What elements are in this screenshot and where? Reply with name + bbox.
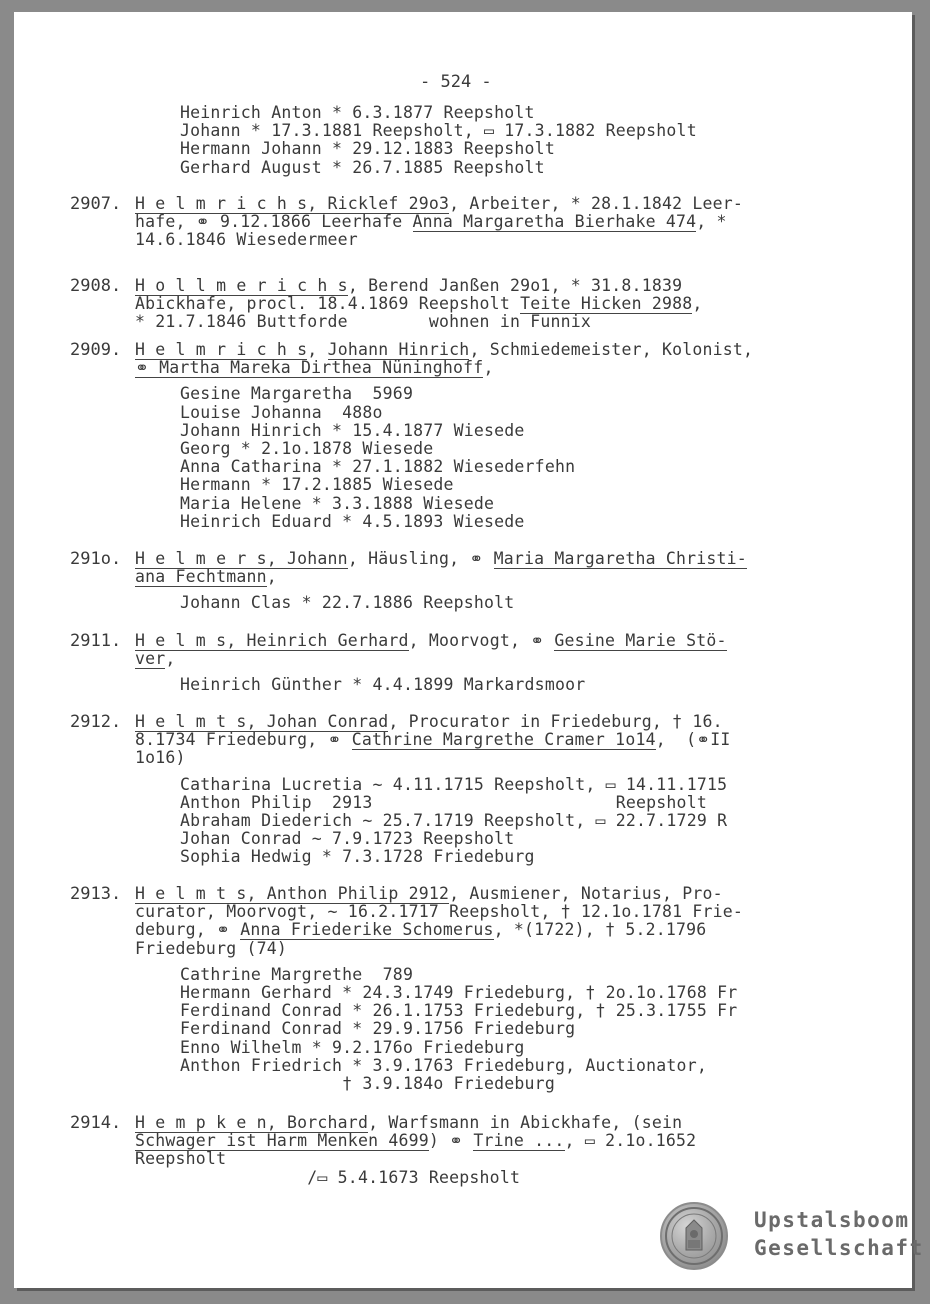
child-line: Anthon Philip 2913 Reepsholt: [180, 792, 707, 812]
entry-text: Friedeburg (74): [135, 938, 288, 958]
document-content: [14, 12, 912, 1288]
entry-text: 14.6.1846 Wiesedermeer: [135, 230, 358, 250]
document-page: [14, 12, 924, 1288]
entry-line: [135, 213, 727, 231]
underlined-text: Schwager ist Harm Menken 4699: [135, 1131, 429, 1151]
entry-line: [135, 231, 358, 249]
entry-text: 1o16): [135, 748, 186, 768]
underlined-text: Cathrine Margrethe Cramer 1o14: [351, 730, 656, 750]
child-line: Sophia Hedwig * 7.3.1728 Friedeburg: [180, 847, 535, 867]
child-line: † 3.9.184o Friedeburg: [180, 1074, 555, 1093]
entry-line: [135, 1150, 226, 1168]
underlined-text: ver: [135, 649, 166, 669]
entry-text: , (⚭II: [655, 730, 731, 750]
entry-text: ,: [307, 340, 328, 359]
child-line: Hermann Gerhard * 24.3.1749 Friedeburg, † 2o.1o.1768 Fr: [180, 983, 738, 1002]
entry-line: [135, 940, 287, 958]
entry-text: ,: [483, 358, 494, 378]
entry-text: , *(1722), † 5.2.1796: [493, 920, 707, 940]
entry-text: , *: [696, 212, 727, 232]
child-line: Anna Catharina * 27.1.1882 Wiesederfehn: [180, 457, 576, 477]
underlined-text: ⚭ Martha Mareka Dirthea Nüninghoff: [135, 358, 484, 378]
child-line: Maria Helene * 3.3.1888 Wiesede: [180, 493, 495, 513]
entry-number: 2908.: [70, 276, 122, 296]
entry-text: hafe, ⚭ 9.12.1866 Leerhafe: [135, 212, 413, 232]
entry-text: 8.1734 Friedeburg, ⚭: [135, 730, 352, 750]
underlined-text: H e m p k e n, Borchard: [135, 1113, 369, 1132]
entry-text: ) ⚭: [428, 1131, 474, 1151]
entry-line: [135, 195, 743, 213]
entry-number: 2907.: [70, 194, 122, 214]
entry-text: , Arbeiter, * 28.1.1842 Leer-: [449, 194, 744, 213]
entry-line: [135, 1114, 682, 1132]
child-line: Hermann * 17.2.1885 Wiesede: [180, 475, 454, 495]
society-logo: [654, 1190, 924, 1276]
entry-line: [135, 903, 743, 921]
entry-text: , Procurator in Friedeburg, † 16.: [388, 712, 723, 731]
logo-text-line2: Gesellschaft: [754, 1236, 924, 1260]
underlined-text: H e l m t s, Anthon Philip 2912: [135, 884, 450, 903]
child-line: Cathrine Margrethe 789: [180, 964, 414, 984]
underlined-text: H e l m r i c h s: [135, 340, 308, 359]
underlined-text: Anna Friederike Schomerus: [240, 920, 494, 940]
underlined-text: ana Fechtmann: [135, 567, 267, 587]
child-line: Ferdinand Conrad * 29.9.1756 Friedeburg: [180, 1019, 576, 1039]
entry-text: curator, Moorvogt, ~ 16.2.1717 Reepsholt, † 12.1o.1781 Frie-: [135, 902, 744, 922]
entry-text: ,: [692, 294, 703, 314]
entry-number: 2912.: [70, 712, 122, 732]
child-line: Gesine Margaretha 5969: [180, 384, 414, 404]
entry-text: ,: [165, 649, 176, 669]
underlined-text: Teite Hicken 2988: [520, 294, 693, 314]
entry-line: [135, 341, 753, 359]
child-line: Anthon Friedrich * 3.9.1763 Friedeburg, Auctionator,: [180, 1055, 707, 1075]
page-number: - 524 -: [420, 72, 492, 92]
child-line: Hermann Johann * 29.12.1883 Reepsholt: [180, 139, 555, 159]
entry-text: Abickhafe, procl. 18.4.1869 Reepsholt: [135, 294, 521, 314]
entry-text: , Warfsmann in Abickhafe, (sein: [368, 1113, 683, 1132]
entry-line: [135, 295, 703, 313]
underlined-text: Trine ...: [473, 1131, 565, 1151]
entry-number: 2909.: [70, 340, 122, 360]
entry-line: [135, 1169, 520, 1187]
entry-text: , Häusling, ⚭: [347, 549, 494, 568]
child-line: Gerhard August * 26.7.1885 Reepsholt: [180, 157, 545, 177]
child-line: Johann Hinrich * 15.4.1877 Wiesede: [180, 420, 525, 440]
child-line: Heinrich Eduard * 4.5.1893 Wiesede: [180, 511, 525, 531]
entry-number: 2911.: [70, 631, 122, 651]
entry-text: Reepsholt: [135, 1149, 227, 1169]
child-line: Georg * 2.1o.1878 Wiesede: [180, 439, 434, 458]
entry-line: [135, 550, 747, 568]
underlined-text: H e l m s, Heinrich Gerhard: [135, 631, 409, 650]
entry-line: [135, 921, 706, 939]
child-line: Heinrich Günther * 4.4.1899 Markardsmoor: [180, 675, 586, 695]
seal-icon: [660, 1202, 728, 1270]
entry-text: * 21.7.1846 Buttforde wohnen in Funnix: [135, 312, 592, 332]
entry-line: [135, 731, 731, 749]
child-line: Johann Clas * 22.7.1886 Reepsholt: [180, 593, 515, 613]
child-line: Abraham Diederich ~ 25.7.1719 Reepsholt, ▭ 22.7.1729 R: [180, 811, 728, 830]
child-line: Louise Johanna 488o: [180, 402, 383, 422]
entry-text: , ▭ 2.1o.1652: [564, 1131, 697, 1151]
underlined-text: Gesine Marie Stö-: [554, 631, 727, 650]
entry-number: 291o.: [70, 549, 122, 569]
entry-line: [135, 749, 186, 767]
entry-number: 2914.: [70, 1113, 122, 1133]
entry-number: 2913.: [70, 884, 122, 904]
underlined-text: Maria Margaretha Christi-: [493, 549, 747, 568]
child-line: Johann * 17.3.1881 Reepsholt, ▭ 17.3.1882 Reepsholt: [180, 121, 697, 141]
entry-line: [135, 359, 494, 377]
underlined-text: Johann Hinrich: [327, 340, 470, 359]
underlined-text: Anna Margaretha Bierhake 474: [412, 212, 697, 232]
entry-line: [135, 313, 591, 331]
logo-text-line1: Upstalsboom: [754, 1208, 910, 1232]
underlined-text: H e l m t s, Johan Conrad: [135, 712, 389, 731]
child-line: Johan Conrad ~ 7.9.1723 Reepsholt: [180, 829, 515, 849]
child-line: Catharina Lucretia ~ 4.11.1715 Reepsholt, ▭ 14.11.1715: [180, 774, 728, 794]
child-line: Ferdinand Conrad * 26.1.1753 Friedeburg, † 25.3.1755 Fr: [180, 1001, 738, 1021]
entry-line: [135, 1132, 696, 1150]
entry-text: , Schmiedemeister, Kolonist,: [469, 340, 754, 359]
entry-line: [135, 713, 723, 731]
entry-text: , Berend Janßen 29o1, * 31.8.1839: [347, 276, 683, 295]
underlined-text: H e l m r i c h s, Ricklef 29o3: [135, 194, 450, 213]
underlined-text: H o l l m e r i c h s: [135, 276, 348, 295]
child-line: Heinrich Anton * 6.3.1877 Reepsholt: [180, 103, 535, 122]
entry-line: [135, 885, 723, 903]
child-line: Enno Wilhelm * 9.2.176o Friedeburg: [180, 1037, 525, 1057]
underlined-text: H e l m e r s, Johann: [135, 549, 348, 568]
entry-text: /▭ 5.4.1673 Reepsholt: [135, 1167, 521, 1187]
entry-line: [135, 568, 277, 586]
entry-text: ,: [266, 567, 277, 587]
entry-text: , Moorvogt, ⚭: [408, 631, 555, 650]
entry-text: deburg, ⚭: [135, 920, 241, 940]
entry-line: [135, 277, 682, 295]
entry-line: [135, 650, 176, 668]
entry-line: [135, 632, 727, 650]
entry-text: , Ausmiener, Notarius, Pro-: [449, 884, 723, 903]
